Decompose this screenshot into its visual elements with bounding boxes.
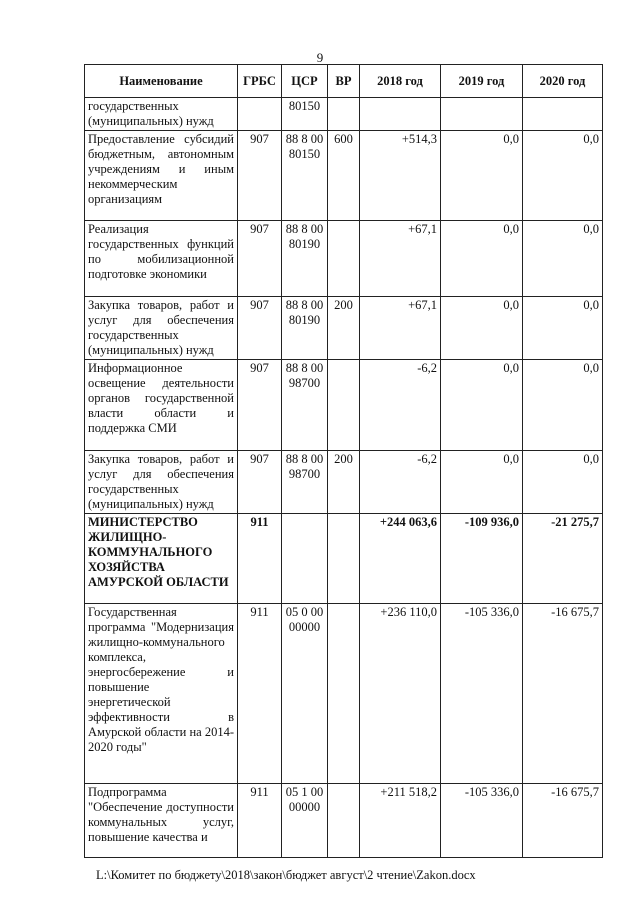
- row-csr: 80150: [282, 98, 328, 131]
- row-2020: -16 675,7: [523, 604, 603, 784]
- row-2020: [523, 98, 603, 131]
- table-row: [85, 98, 603, 131]
- row-csr: 88 8 00 98700: [282, 360, 328, 451]
- budget-table: [84, 64, 603, 858]
- row-2020: 0,0: [523, 297, 603, 360]
- header-2019: 2019 год: [441, 65, 523, 98]
- row-name: Информационное освещение деятельности органов государственной власти области и поддержка СМИ: [85, 360, 238, 451]
- row-vr: [328, 221, 360, 297]
- row-name: Закупка товаров, работ и услуг для обеспечения государственных (муниципальных) нужд: [85, 297, 238, 360]
- row-name: Реализация государственных функций по мобилизационной подготовке экономики: [85, 221, 238, 297]
- row-2019: 0,0: [441, 221, 523, 297]
- row-2018: +211 518,2: [360, 784, 441, 858]
- row-2020: 0,0: [523, 451, 603, 514]
- row-grbs: 907: [238, 221, 282, 297]
- row-name: Государственная программа "Модернизация жилищно-коммунального комплекса, энергосбережение и повышение энергетической эффективности в Амурской области на 2014-2020 годы": [85, 604, 238, 784]
- row-vr: [328, 604, 360, 784]
- row-2018: +244 063,6: [360, 514, 441, 604]
- header-grbs: ГРБС: [238, 65, 282, 98]
- row-2020: 0,0: [523, 360, 603, 451]
- row-csr: 05 1 00 00000: [282, 784, 328, 858]
- row-name: Подпрограмма "Обеспечение доступности коммунальных услуг, повышение качества и: [85, 784, 238, 858]
- row-vr: [328, 784, 360, 858]
- row-csr: 88 8 00 80190: [282, 297, 328, 360]
- row-2018: [360, 98, 441, 131]
- row-2019: 0,0: [441, 297, 523, 360]
- row-grbs: [238, 98, 282, 131]
- table-row: [85, 451, 603, 514]
- row-2018: -6,2: [360, 451, 441, 514]
- row-grbs: 907: [238, 297, 282, 360]
- row-vr: 200: [328, 297, 360, 360]
- row-2019: -109 936,0: [441, 514, 523, 604]
- row-name: Закупка товаров, работ и услуг для обеспечения государственных (муниципальных) нужд: [85, 451, 238, 514]
- row-2018: +67,1: [360, 221, 441, 297]
- row-vr: [328, 360, 360, 451]
- table-row: [85, 514, 603, 604]
- row-csr: 05 0 00 00000: [282, 604, 328, 784]
- row-2020: -16 675,7: [523, 784, 603, 858]
- row-csr: 88 8 00 80190: [282, 221, 328, 297]
- row-grbs: 907: [238, 131, 282, 221]
- row-vr: [328, 98, 360, 131]
- table-row: [85, 784, 603, 858]
- row-2020: -21 275,7: [523, 514, 603, 604]
- table-row: [85, 604, 603, 784]
- row-2019: 0,0: [441, 451, 523, 514]
- row-2019: 0,0: [441, 360, 523, 451]
- row-2020: 0,0: [523, 131, 603, 221]
- row-2019: -105 336,0: [441, 604, 523, 784]
- row-2019: 0,0: [441, 131, 523, 221]
- row-grbs: 911: [238, 784, 282, 858]
- row-2018: +514,3: [360, 131, 441, 221]
- table-row: [85, 221, 603, 297]
- row-name: государственных (муниципальных) нужд: [85, 98, 238, 131]
- row-name: МИНИСТЕРСТВО ЖИЛИЩНО-КОММУНАЛЬНОГО ХОЗЯЙСТВА АМУРСКОЙ ОБЛАСТИ: [85, 514, 238, 604]
- row-grbs: 907: [238, 451, 282, 514]
- header-2020: 2020 год: [523, 65, 603, 98]
- file-path-footer: L:\Комитет по бюджету\2018\закон\бюджет август\2 чтение\Zakon.docx: [96, 868, 476, 882]
- header-vr: ВР: [328, 65, 360, 98]
- row-2018: +236 110,0: [360, 604, 441, 784]
- table-row: [85, 297, 603, 360]
- row-grbs: 907: [238, 360, 282, 451]
- row-csr: [282, 514, 328, 604]
- table-row: [85, 131, 603, 221]
- row-vr: 200: [328, 451, 360, 514]
- row-2019: [441, 98, 523, 131]
- header-csr: ЦСР: [282, 65, 328, 98]
- row-grbs: 911: [238, 604, 282, 784]
- row-2019: -105 336,0: [441, 784, 523, 858]
- table-row: [85, 360, 603, 451]
- row-csr: 88 8 00 98700: [282, 451, 328, 514]
- header-name: Наименование: [85, 65, 238, 98]
- row-grbs: 911: [238, 514, 282, 604]
- row-name: Предоставление субсидий бюджетным, автономным учреждениям и иным некоммерческим организациям: [85, 131, 238, 221]
- page-number: 9: [316, 50, 324, 65]
- row-2018: +67,1: [360, 297, 441, 360]
- row-vr: 600: [328, 131, 360, 221]
- row-2018: -6,2: [360, 360, 441, 451]
- header-2018: 2018 год: [360, 65, 441, 98]
- table-header-row: [85, 65, 603, 98]
- row-2020: 0,0: [523, 221, 603, 297]
- row-csr: 88 8 00 80150: [282, 131, 328, 221]
- row-vr: [328, 514, 360, 604]
